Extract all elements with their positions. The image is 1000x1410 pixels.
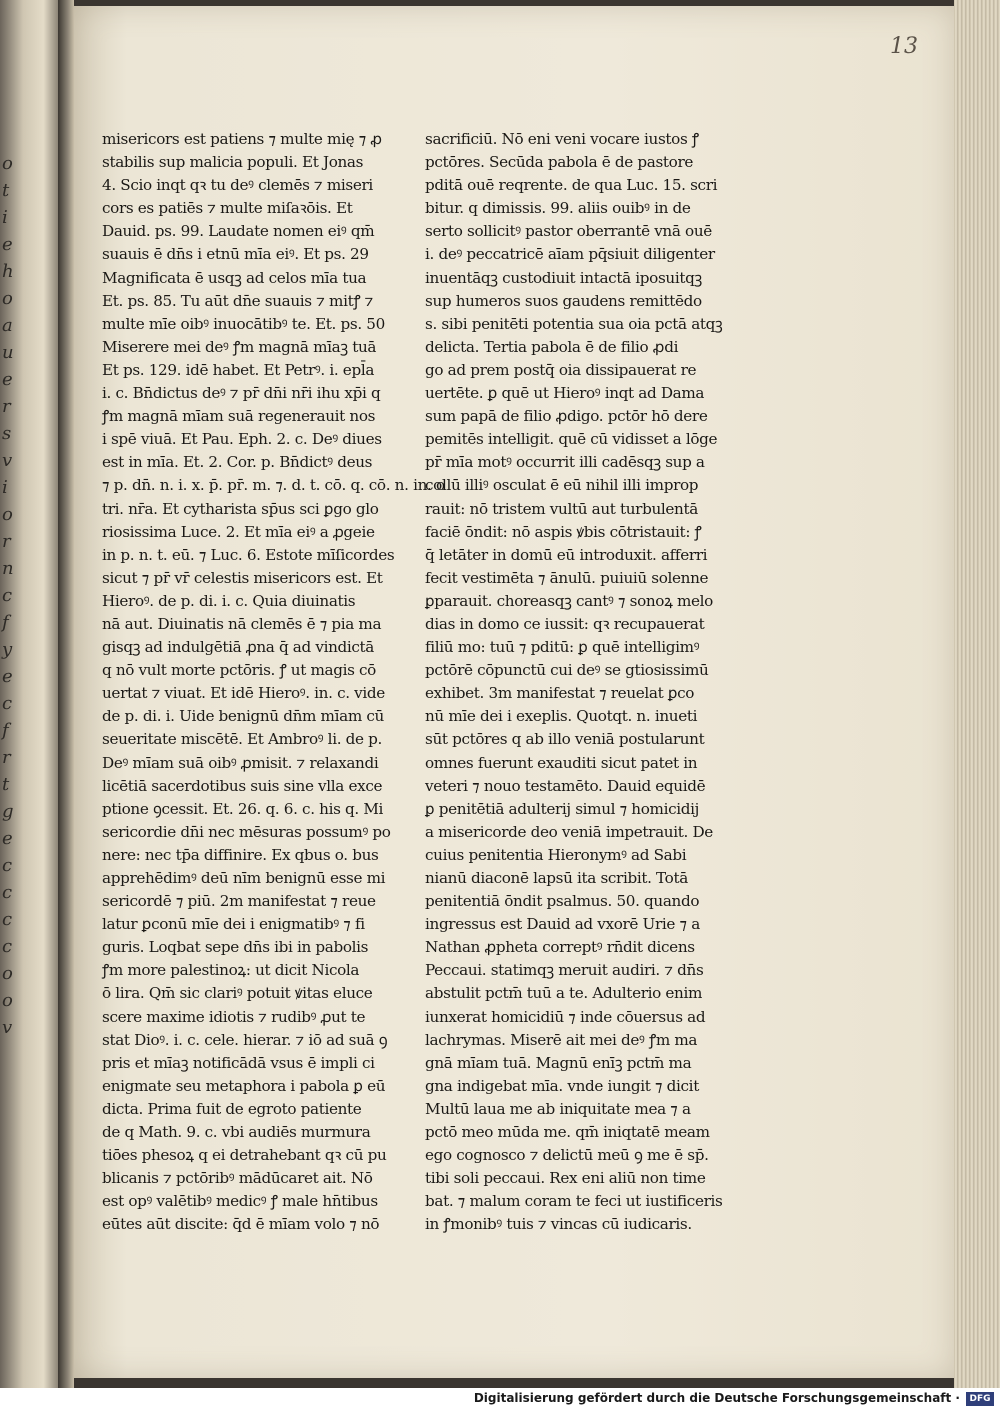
text-line: i. deꝰ peccatricē aīam pq̄siuit diligenter [425,245,715,264]
margin-fragment: o [2,963,13,984]
text-line: 4. Scio inqt qꝛ tu deꝰ clemēs ⁊ miseri [102,176,373,195]
footer-bar [0,1388,1000,1410]
text-line: pris et mīaꝫ notificādā vsus ē impli ci [102,1053,375,1072]
text-line: eūtes aūt discite: q̄d ē mīam volo ⁊ nō [102,1215,380,1234]
text-line: go ad prem postq̄ oia dissipauerat re [425,360,697,379]
facing-page-margin-text [2,150,42,1041]
text-line: fecit vestimēta ⁊ ānulū. puiuiū solenne [425,568,709,587]
text-line: stabilis sup malicia populi. Et Jonas [102,153,364,172]
text-line: abstulit pctm̄ tuū a te. Adulterio enim [425,984,703,1003]
text-line: est opꝰ valētibꝰ medicꝰ ꝭ male hn̄tibus [102,1192,378,1211]
text-line: ō lira. Qm̄ sic clariꝰ potuit ꝟitas eluce [102,984,373,1003]
text-line: sicut ⁊ pr̄ vr̄ celestis misericors est. Et [102,568,383,587]
text-line: Multū laua me ab iniquitate mea ⁊ a [425,1099,691,1118]
text-line: Deꝰ mīam suā oibꝰ ꝓmisit. ⁊ relaxandi [102,753,379,772]
margin-fragment: e [2,234,13,255]
margin-fragment: h [2,261,14,282]
text-line: dicta. Prima fuit de egroto patiente [102,1099,362,1118]
dfg-logo: DFG [966,1392,994,1406]
text-line: ꝑparauit. choreasqꝫ cantꝰ ⁊ sonoꝝ melo [425,591,713,610]
text-line: ⁊ p. dn̄. n. i. x. p̄. pr̄. m. ⁊. d. t. cō. q. cō. n. in. o [102,476,445,495]
facing-page [0,0,58,1388]
margin-fragment: g [2,801,14,822]
text-line: Et ps. 129. idē habet. Et Petrꝰ. i. epl̄a [102,360,375,379]
margin-fragment: v [2,1017,13,1038]
text-line: s. sibi penitēti potentia sua oia pctā atqꝫ [425,314,723,333]
text-line: ptione ꝯcessit. Et. 26. q. 6. c. his q. Mi [102,799,384,818]
text-line: Miserere mei deꝰ ꝭm magnā mīaꝫ tuā [102,337,377,356]
text-line: Et. ps. 85. Tu aūt dn̄e suauis ⁊ mitꝭ ⁊ [102,291,374,310]
margin-fragment: e [2,666,13,687]
text-line: est in mīa. Et. 2. Cor. p. Bn̄dictꝰ deus [102,453,373,472]
margin-fragment: n [2,558,14,579]
text-line: in p. n. t. eū. ⁊ Luc. 6. Estote mīſicordes [102,545,395,564]
text-line: nere: nec tp̄a diffinire. Ex qbus o. bus [102,845,379,864]
book-gutter [58,0,74,1388]
margin-fragment: o [2,504,13,525]
text-line: enigmate seu metaphora i pabola ꝑ eū [102,1076,386,1095]
text-line: dias in domo ce iussit: qꝛ recupauerat [425,614,705,633]
text-line: q nō vult morte pctōris. ꝭ ut magis cō [102,661,376,680]
text-line: faciē ōndit: nō aspis ꝟbis cōtristauit: ꝭ [425,522,702,541]
text-line: q̄ letāter in domū eū introduxit. afferri [425,545,708,564]
margin-fragment: c [2,936,13,957]
margin-fragment: c [2,882,13,903]
text-line: pr̄ mīa motꝰ occurrit illi cadēsqꝫ sup a [425,453,705,472]
text-line: pctōrē cōpunctū cui deꝰ se gtiosissimū [425,661,709,680]
margin-fragment: t [2,180,10,201]
margin-fragment: i [2,207,8,228]
margin-fragment: a [2,315,13,336]
text-line: bitur. q dimissis. 99. aliis ouibꝰ in de [425,199,691,218]
text-line: nianū diaconē lapsū ita scribit. Totā [425,869,688,887]
margin-fragment: o [2,990,13,1011]
text-line: serto sollicitꝰ pastor oberrantē vnā ouē [425,222,712,241]
text-line: suauis ē dn̄s i etnū mīa eiꝰ. Et ps. 29 [102,245,369,264]
text-line: pctō meo mūda me. qm̄ iniqtatē meam [425,1123,710,1142]
text-line: seueritate miscētē. Et Ambroꝰ li. de p. [102,730,382,749]
text-line: sup humeros suos gaudens remittēdo [425,291,702,310]
text-line: latur ꝑconū mīe dei i enigmatibꝰ ⁊ fi [102,915,365,934]
text-line: uertēte. ꝑ quē ut Hieroꝰ inqt ad Dama [425,384,705,403]
text-line: exhibet. 3m manifestat ⁊ reuelat ꝑco [425,684,695,703]
text-line: Nathan ꝓpheta correptꝰ rn̄dit dicens [425,938,695,957]
text-line: a misericorde deo veniā impetrauit. De [425,822,713,841]
text-line: collū illiꝰ osculat ē eū nihil illi improp [425,476,699,495]
text-line: ꝭm more palestinoꝝ: ut dicit Nicola [102,961,360,980]
text-line: cuius penitentia Hieronymꝰ ad Sabi [425,845,687,864]
text-line: ꝑ penitētiā adulterij simul ⁊ homicidij [425,799,699,818]
margin-fragment: y [2,639,13,660]
text-line: sericordie dn̄i nec mēsuras possumꝰ po [102,822,391,841]
text-line: de q Math. 9. c. vbi audiēs murmura [102,1123,371,1142]
text-line: apprehēdimꝰ deū nīm benignū esse mi [102,869,386,887]
text-line: stat Dioꝰ. i. c. cele. hierar. ⁊ iō ad suā ꝯ [102,1030,388,1049]
text-column-right [425,128,725,1237]
margin-fragment: c [2,585,13,606]
text-line: gnā mīam tuā. Magnū enīꝫ pctm̄ ma [425,1053,692,1072]
margin-fragment: u [2,342,14,363]
text-line: blicanis ⁊ pctōribꝰ mādūcaret ait. Nō [102,1169,373,1188]
text-line: gna indigebat mīa. vnde iungit ⁊ dicit [425,1076,699,1095]
margin-fragment: r [2,531,11,552]
text-line: filiū mo: tuū ⁊ pditū: ꝑ quē intelligimꝰ [425,638,700,657]
text-line: omnes fuerunt exauditi sicut patet in [425,753,698,772]
text-line: sacrificiū. Nō eni veni vocare iustos ꝭ [425,130,699,148]
margin-fragment: f [2,720,9,741]
text-line: lachrymas. Miserē ait mei deꝰ ꝭm ma [425,1030,698,1049]
margin-fragment: s [2,423,12,444]
text-line: tri. nr̄a. Et cytharista sp̄us sci ꝑgo glo [102,499,379,518]
margin-fragment: o [2,153,13,174]
text-line: Peccaui. statimqꝫ meruit audiri. ⁊ dn̄s [425,961,704,980]
folio-number: 13 [890,34,918,59]
text-line: pditā ouē reqrente. de qua Luc. 15. scri [425,176,718,195]
text-line: sūt pctōres q ab illo veniā postularunt [425,730,705,749]
margin-fragment: o [2,288,13,309]
margin-fragment: r [2,747,11,768]
margin-fragment: r [2,396,11,417]
text-line: riosissima Luce. 2. Et mīa eiꝰ a ꝓgeie [102,522,375,541]
text-line: gisqꝫ ad indulgētiā ꝓna q̄ ad vindictā [102,638,375,657]
text-line: sum papā de filio ꝓdigo. pctōr hō dere [425,407,708,426]
margin-fragment: c [2,693,13,714]
margin-fragment: v [2,450,13,471]
text-line: tiōes phesoꝝ q ei detrahebant qꝛ cū pu [102,1146,387,1165]
text-line: nū mīe dei i exeplis. Quotqt. n. inueti [425,707,698,726]
text-line: i spē viuā. Et Pau. Eph. 2. c. Deꝰ diues [102,430,382,449]
text-line: bat. ⁊ malum coram te feci ut iustificeris [425,1192,723,1211]
funding-credit: Digitalisierung gefördert durch die Deutsche Forschungsgemeinschaft · [473,1391,960,1405]
text-line: iunxerat homicidiū ⁊ inde cōuersus ad [425,1007,706,1026]
margin-fragment: e [2,828,13,849]
margin-fragment: i [2,477,8,498]
text-line: ꝭm magnā mīam suā regenerauit nos [102,407,376,426]
margin-fragment: t [2,774,10,795]
margin-fragment: f [2,612,9,633]
text-line: scere maxime idiotis ⁊ rudibꝰ ꝓut te [102,1007,366,1026]
text-column-left [102,128,445,1237]
text-line: sericordē ⁊ piū. 2m manifestat ⁊ reue [102,892,376,911]
text-line: inuentāqꝫ custodiuit intactā iposuitqꝫ [425,268,702,287]
text-line: guris. Loqbat sepe dn̄s ibi in pabolis [102,938,369,957]
text-line: tibi soli peccaui. Rex eni aliū non time [425,1169,706,1188]
text-line: de p. di. i. Uide benignū dn̄m mīam cū [102,707,384,726]
text-line: misericors est patiens ⁊ multe mię ⁊ ꝓ [102,130,382,148]
margin-fragment: e [2,369,13,390]
text-line: i. c. Bn̄dictus deꝰ ⁊ pr̄ dn̄i nr̄i ihu xp̄i q [102,384,381,403]
page-edges [954,0,1000,1388]
text-line: pctōres. Secūda pabola ē de pastore [425,153,694,172]
text-line: veteri ⁊ nouo testamēto. Dauid equidē [425,776,706,795]
text-line: nā aut. Diuinatis nā clemēs ē ⁊ pia ma [102,614,382,633]
text-line: pemitēs intelligit. quē cū vidisset a lōge [425,430,718,449]
text-line: penitentiā ōndit psalmus. 50. quando [425,892,700,911]
text-line: Hieroꝰ. de p. di. i. c. Quia diuinatis [102,591,356,610]
margin-fragment: c [2,909,13,930]
margin-fragment: c [2,855,13,876]
text-line: multe mīe oibꝰ inuocātibꝰ te. Et. ps. 50 [102,314,385,333]
text-line: uertat ⁊ viuat. Et idē Hieroꝰ. in. c. vide [102,684,385,703]
text-line: Dauid. ps. 99. Laudate nomen eiꝰ qm̄ [102,222,375,241]
text-line: in ꝭmonibꝰ tuis ⁊ vincas cū iudicaris. [425,1215,692,1234]
text-line: ego cognosco ⁊ delictū meū ꝯ me ē sp̄. [425,1146,709,1165]
text-line: delicta. Tertia pabola ē de filio ꝓdi [425,337,679,356]
text-line: Magnificata ē usqꝫ ad celos mīa tua [102,268,367,287]
text-line: cors es patiēs ⁊ multe miſaꝛōis. Et [102,199,353,218]
text-line: rauit: nō tristem vultū aut turbulentā [425,499,698,518]
text-line: ingressus est Dauid ad vxorē Urie ⁊ a [425,915,700,934]
text-line: licētiā sacerdotibus suis sine vlla exce [102,776,383,795]
